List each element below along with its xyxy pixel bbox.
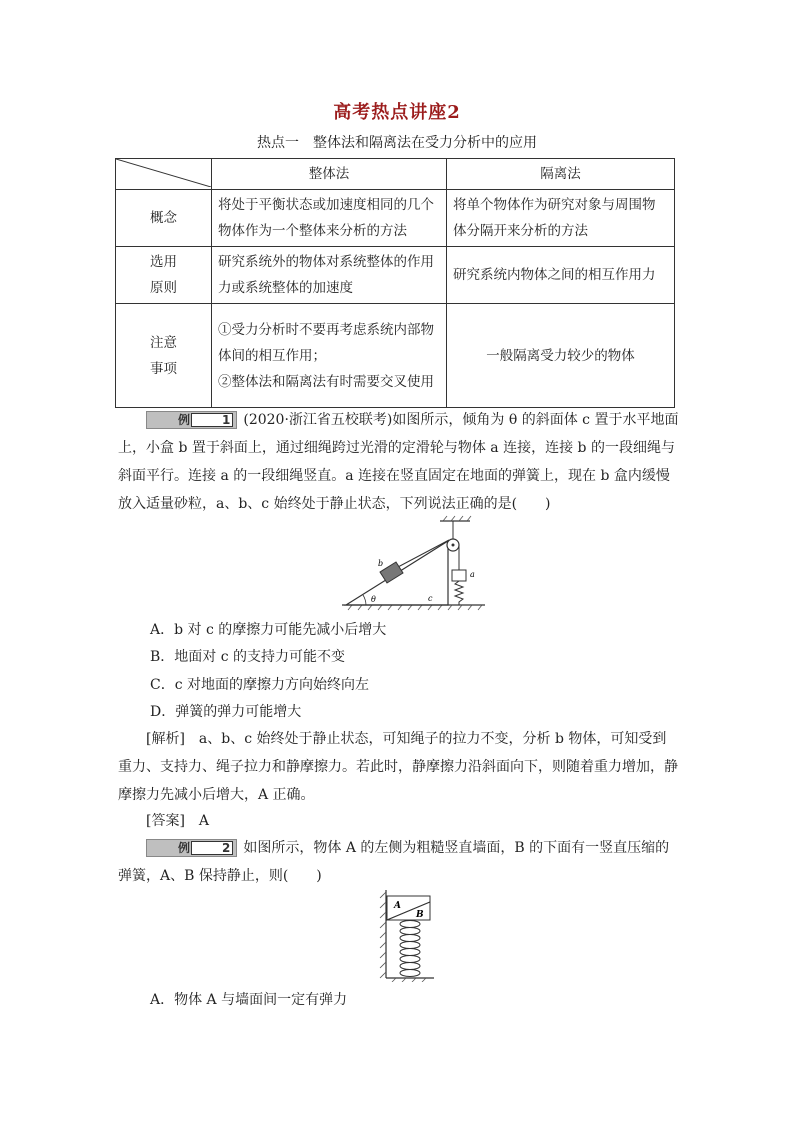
header-isolation-method: 隔离法	[447, 159, 675, 190]
example2-option-a: A．物体 A 与墙面间一定有弹力	[150, 992, 348, 1008]
example1-question: 例 1 (2020·浙江省五校联考)如图所示，倾角为 θ 的斜面体 c 置于水平地面上，小盒 b 置于斜面上，通过细绳跨过光滑的定滑轮与物体 a 连接，连接 b 的一段细绳与斜面平行。连接 a 的一段细绳竖直。a 连接在竖直固定在地面的弹簧上，现在 b 盒内缓慢放入适量砂粒，a、b、c 始终处于静止状态，下列说法正确的是( )	[118, 412, 679, 512]
comparison-table	[115, 158, 675, 408]
label-a: a	[470, 570, 475, 579]
example1-option-c: C．c 对地面的摩擦力方向始终向左	[150, 677, 370, 693]
row-label-notes: 注意 事项	[116, 304, 212, 408]
label-B: B	[416, 910, 424, 920]
table-row	[116, 247, 675, 304]
example2-wall-spring-figure	[372, 886, 442, 982]
example1-answer: [答案] A	[146, 813, 210, 829]
table-row	[116, 190, 675, 247]
theta-label: θ	[371, 595, 376, 604]
label-A: A	[394, 901, 401, 911]
cell-whole-concept: 将处于平衡状态或加速度相同的几个物体作为一个整体来分析的方法	[212, 190, 447, 247]
row-label-principle: 选用 原则	[116, 247, 212, 304]
example1-option-d: D．弹簧的弹力可能增大	[150, 704, 302, 720]
label-c: c	[428, 594, 433, 603]
header-whole-method: 整体法	[212, 159, 447, 190]
table-row	[116, 304, 675, 408]
diagonal-line-icon	[116, 159, 211, 187]
diagonal-header-cell	[116, 159, 212, 190]
example2-tag: 例 2	[146, 839, 237, 857]
cell-whole-notes: ①受力分析时不要再考虑系统内部物体间的相互作用； ②整体法和隔离法有时需要交叉使用	[212, 304, 447, 408]
cell-isolate-notes: 一般隔离受力较少的物体	[447, 304, 675, 408]
page-title: 高考热点讲座2	[333, 102, 461, 123]
cell-whole-principle: 研究系统外的物体对系统整体的作用力或系统整体的加速度	[212, 247, 447, 304]
example1-option-b: B．地面对 c 的支持力可能不变	[150, 649, 346, 665]
example1-analysis: [解析] a、b、c 始终处于静止状态，可知绳子的拉力不变，分析 b 物体，可知受到重力、支持力、绳子拉力和静摩擦力。若此时，静摩擦力沿斜面向下，则随着重力增加，静摩擦力先减小后增大，A 正确。	[118, 731, 678, 803]
cell-isolate-concept: 将单个物体作为研究对象与周围物体分隔开来分析的方法	[447, 190, 675, 247]
example1-tag: 例 1	[146, 411, 237, 429]
table-header-row	[116, 159, 675, 190]
row-label-concept: 概念	[116, 190, 212, 247]
example1-option-a: A．b 对 c 的摩擦力可能先减小后增大	[150, 622, 387, 638]
example1-incline-figure	[340, 515, 490, 611]
cell-isolate-principle: 研究系统内物体之间的相互作用力	[447, 247, 675, 304]
section-subtitle: 热点一 整体法和隔离法在受力分析中的应用	[257, 135, 537, 151]
example2-question: 例 2 如图所示，物体 A 的左侧为粗糙竖直墙面，B 的下面有一竖直压缩的弹簧，A、B 保持静止，则( )	[118, 840, 670, 884]
label-b: b	[378, 559, 384, 568]
